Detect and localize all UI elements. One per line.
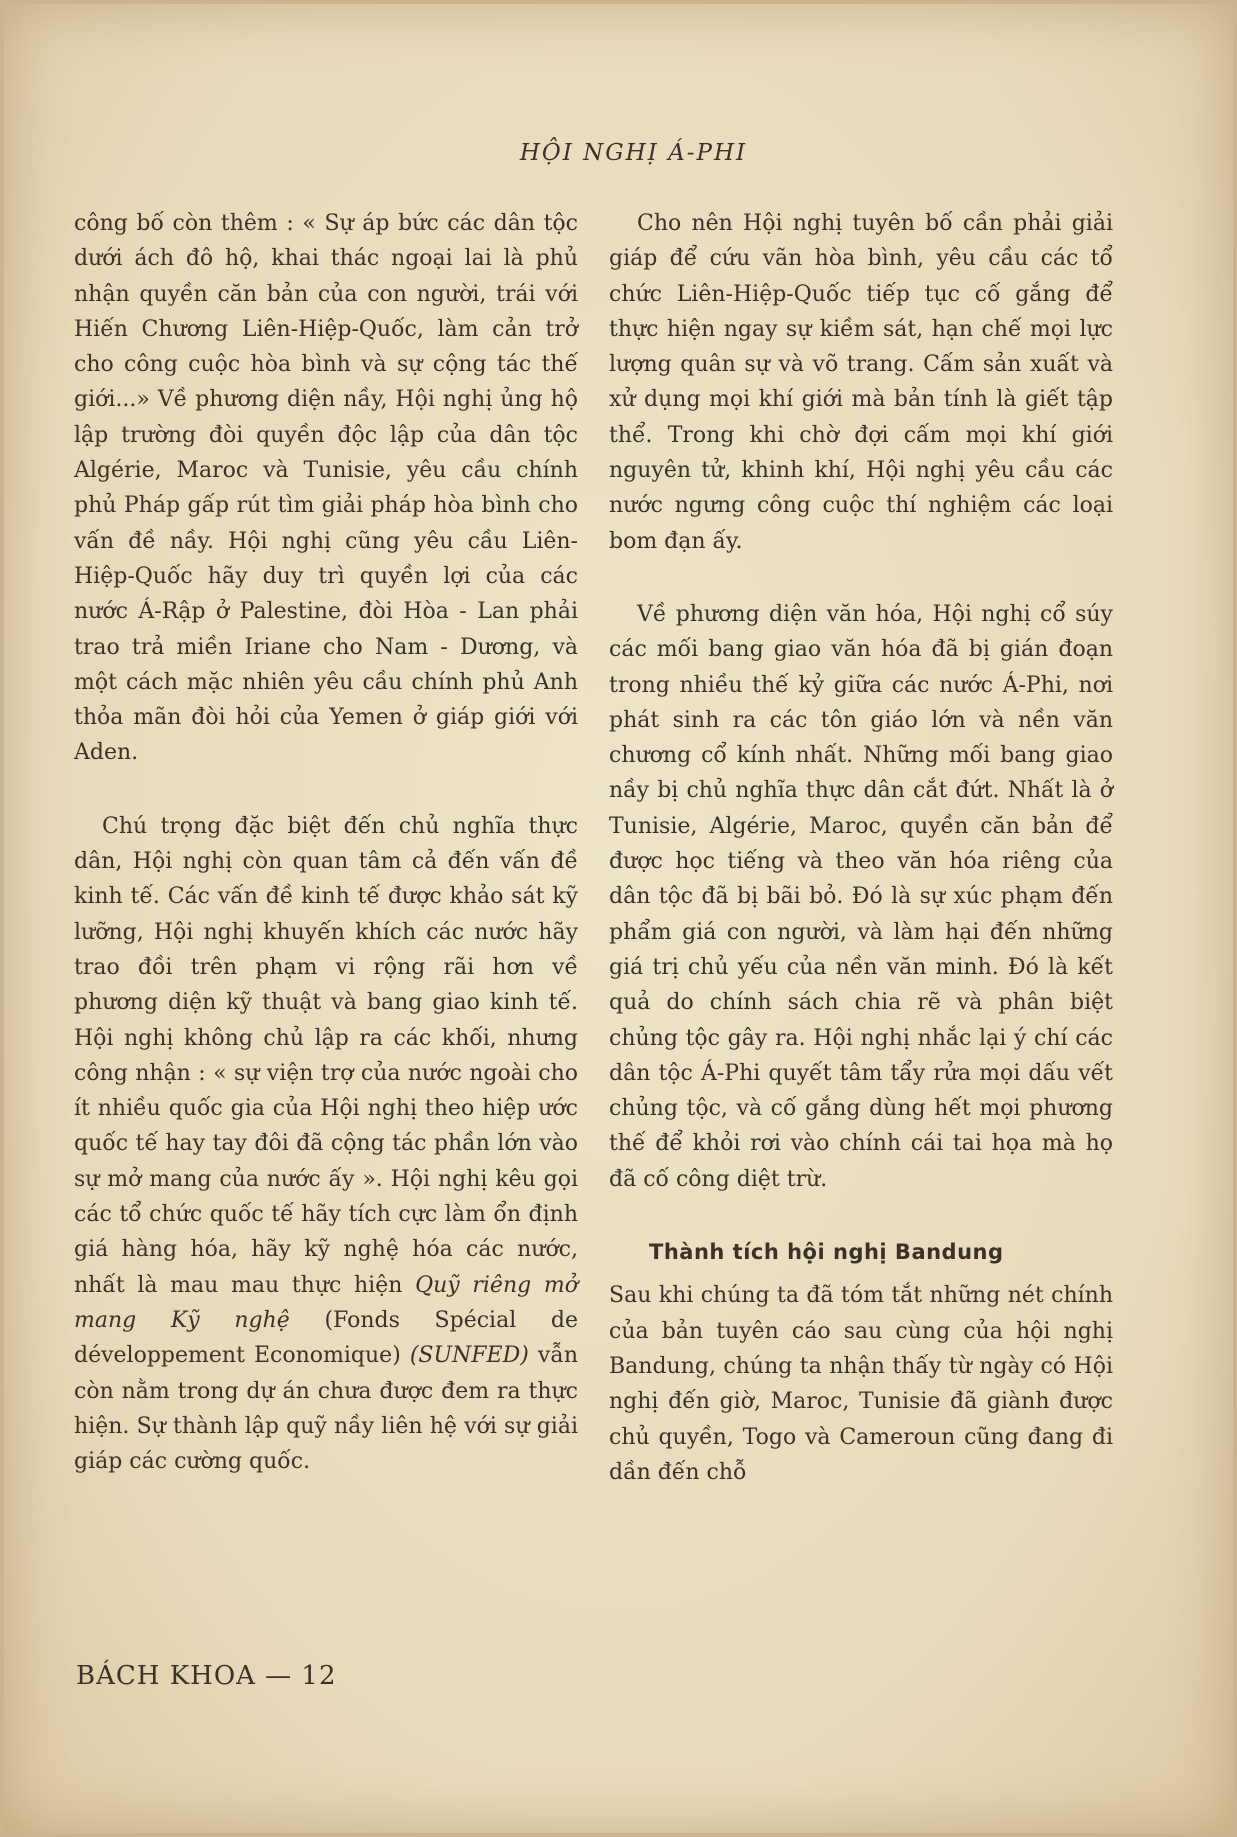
document-page (4, 4, 1233, 1833)
page-header: HỘI NGHỊ Á-PHI (519, 140, 748, 166)
right-paragraph-2: Về phương diện văn hóa, Hội nghị cổ súy các mối bang giao văn hóa đã bị gián đoạn trong nhiều thế kỷ giữa các nước Á-Phi, nơi phát sinh ra các tôn giáo lớn và nền văn chương cổ kính nhất. Những mối bang giao nầy bị chủ nghĩa thực dân cắt đứt. Nhất là ở Tunisie, Algérie, Maroc, quyền căn bản để được học tiếng và theo văn hóa riêng của dân tộc đã bị bãi bỏ. Đó là sự xúc phạm đến phẩm giá con người, và làm hại đến những giá trị chủ yếu của nền văn minh. Đó là kết quả do chính sách chia rẽ và phân biệt chủng tộc gây ra. Hội nghị nhắc lại ý chí các dân tộc Á-Phi quyết tâm tẩy rửa mọi dấu vết chủng tộc, và cố gắng dùng hết mọi phương thế để khỏi rơi vào chính cái tai họa mà họ đã cố công diệt trừ. (609, 601, 1113, 1192)
left-paragraph-2 (74, 809, 578, 1480)
right-paragraph-3: Sau khi chúng ta đã tóm tắt những nét chính của bản tuyên cáo sau cùng của hội nghị Bandung, chúng ta nhận thấy từ ngày có Hội nghị đến giờ, Maroc, Tunisie đã giành được chủ quyền, Togo và Cameroun cũng đang đi dần đến chỗ (609, 1283, 1113, 1485)
right-column (609, 206, 1113, 1490)
paragraph-spacer (74, 771, 578, 809)
left-column (74, 206, 578, 1479)
section-subheading: Thành tích hội nghị Bandung (649, 1240, 1004, 1265)
text-span: (Fonds Spécial de développement Economique) (74, 1307, 578, 1369)
right-paragraph-1: Cho nên Hội nghị tuyên bố cần phải giải giáp để cứu vãn hòa bình, yêu cầu các tổ chức Liên-Hiệp-Quốc tiếp tục cố gắng để thực hiện ngay sự kiềm sát, hạn chế mọi lực lượng quân sự và võ trang. Cấm sản xuất và xử dụng mọi khí giới mà bản tính là giết tập thể. Trong khi chờ đợi cấm mọi khí giới nguyên tử, khinh khí, Hội nghị yêu cầu các nước ngưng công cuộc thí nghiệm các loại bom đạn ấy. (609, 211, 1113, 554)
text-span: Chú trọng đặc biệt đến chủ nghĩa thực dân, Hội nghị còn quan tâm cả đến vấn đề kinh tế. Các vấn đề kinh tế được khảo sát kỹ lưỡng, Hội nghị khuyến khích các nước hãy trao đồi trên phạm vi rộng rãi hơn về phương diện kỹ thuật và bang giao kinh tế. Hội nghị không chủ lập ra các khối, nhưng công nhận : « sự viện trợ của nước ngoài cho ít nhiều quốc gia của Hội nghị theo hiệp ước quốc tế hay tay đôi đã cộng tác phần lớn vào sự mở mang của nước ấy ». Hội nghị kêu gọi các tổ chức quốc tế hãy tích cực làm ổn định giá hàng hóa, hãy kỹ nghệ hóa các nước, nhất là mau mau thực hiện (74, 813, 578, 1298)
sunfed-italic: (SUNFED) (409, 1343, 529, 1369)
fund-name-italic: Quỹ riêng mở mang Kỹ nghệ (74, 1272, 578, 1333)
paragraph-spacer (609, 559, 1113, 597)
page-footer: BÁCH KHOA — 12 (76, 1661, 337, 1691)
left-paragraph-1: công bố còn thêm : « Sự áp bức các dân tộc dưới ách đô hộ, khai thác ngoại lai là phủ nhận quyền căn bản của con người, trái với Hiến Chương Liên-Hiệp-Quốc, làm cản trở cho công cuộc hòa bình và sự cộng tác thế giới...» Về phương diện nầy, Hội nghị ủng hộ lập trường đòi quyền độc lập của dân tộc Algérie, Maroc và Tunisie, yêu cầu chính phủ Pháp gấp rút tìm giải pháp hòa bình cho vấn đề nầy. Hội nghị cũng yêu cầu Liên-Hiệp-Quốc hãy duy trì quyền lợi của các nước Á-Rập ở Palestine, đòi Hòa - Lan phải trao trả miền Iriane cho Nam - Dương, và một cách mặc nhiên yêu cầu chính phủ Anh thỏa mãn đòi hỏi của Yemen ở giáp giới với Aden. (74, 211, 578, 766)
text-span: vẫn còn nằm trong dự án chưa được đem ra thực hiện. Sự thành lập quỹ nầy liên hệ với sự giải giáp các cường quốc. (74, 1343, 578, 1475)
section-spacer (609, 1197, 1113, 1235)
